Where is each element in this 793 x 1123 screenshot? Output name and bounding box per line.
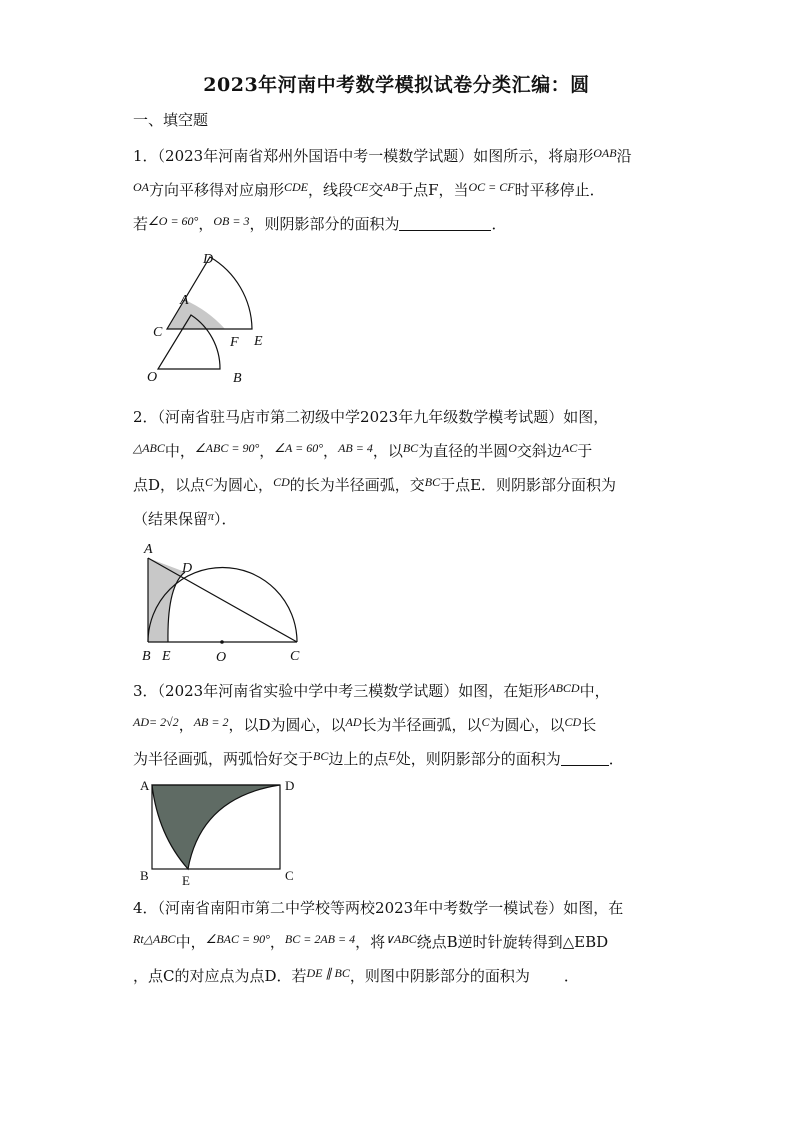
label-D: D (203, 252, 214, 267)
answer-blank[interactable] (530, 969, 564, 983)
label-F: F (230, 335, 239, 350)
label-E: E (162, 649, 171, 664)
label-A: A (140, 778, 150, 793)
section-heading: 一、填空题 (133, 111, 209, 129)
answer-blank[interactable] (399, 216, 491, 231)
question-2: 2．（河南省驻马店市第二初级中学2023年九年级数学模考试题）如图， $^{\triangle ABC}$中，$^{\angle ABC = 90^\circ}$，$^{\angle A = 60^\circ}$，$^{AB = 4}$，以$^{BC}$为直径的半圆$^O$交斜边$^{AC}$于 点D，以点$^C$为圆心，$^{CD}$的长为半径画弧，交$^{BC}$于点E．则阴影部分面积为 （结果保留$^\pi$）． (133, 408, 617, 528)
label-O: O (147, 370, 158, 385)
label-B: B (142, 649, 151, 664)
label-C: C (285, 868, 294, 883)
label-D: D (182, 561, 193, 576)
shaded-region-2 (148, 558, 185, 642)
label-B: B (233, 371, 242, 386)
figure-2 (140, 538, 310, 668)
label-D: D (285, 778, 295, 793)
label-C: C (290, 649, 300, 664)
figure-1 (140, 245, 290, 390)
label-B: B (140, 868, 149, 883)
answer-blank[interactable] (561, 751, 609, 766)
label-A: A (180, 293, 189, 308)
shaded-region-3 (152, 785, 280, 869)
question-3: 3．（2023年河南省实验中学中考三模数学试题）如图，在矩形$^{ABCD}$中， $^{AD= 2√2}$，$^{AB = 2}$，以D为圆心，以$^{AD}$长为半径画弧，以$^C$为圆心，以$^{CD}$长 为半径画弧，两弧恰好交于$^{BC}$边上的点$^E$处，则阴影部分的面积为 ． (133, 681, 624, 768)
label-C: C (153, 325, 163, 340)
question-4: 4．（河南省南阳市第二中学校等两校2023年中考数学一模试卷）如图，在 $^{Rt\triangle ABC}$中，$^{\angle BAC = 90^\circ}$，$^{BC = 2AB = 4}$，将$^{\vee ABC}$绕点B逆时针旋转得到△EBD ，点C的对应点为点D．若$^{DE \parallel BC}$，则图中阴影部分的面积为 ． (133, 899, 624, 985)
label-A: A (144, 542, 153, 557)
label-E: E (182, 873, 190, 888)
label-E: E (254, 334, 263, 349)
page-title: 2023年河南中考数学模拟试卷分类汇编：圆 (203, 74, 590, 96)
label-O: O (216, 650, 227, 665)
question-1: 1．（2023年河南省郑州外国语中考一模数学试题）如图所示，将扇形$^{OAB}$沿 $^{OA}$方向平移得对应扇形$^{CDE}$，线段$^{CE}$交$^{AB}$于点F，当$^{OC = CF}$时平移停止． 若$^{\angle O = 60^\circ}$，$^{OB = 3}$，则阴影部分的面积为 ． (133, 146, 632, 233)
figure-3 (138, 775, 308, 890)
